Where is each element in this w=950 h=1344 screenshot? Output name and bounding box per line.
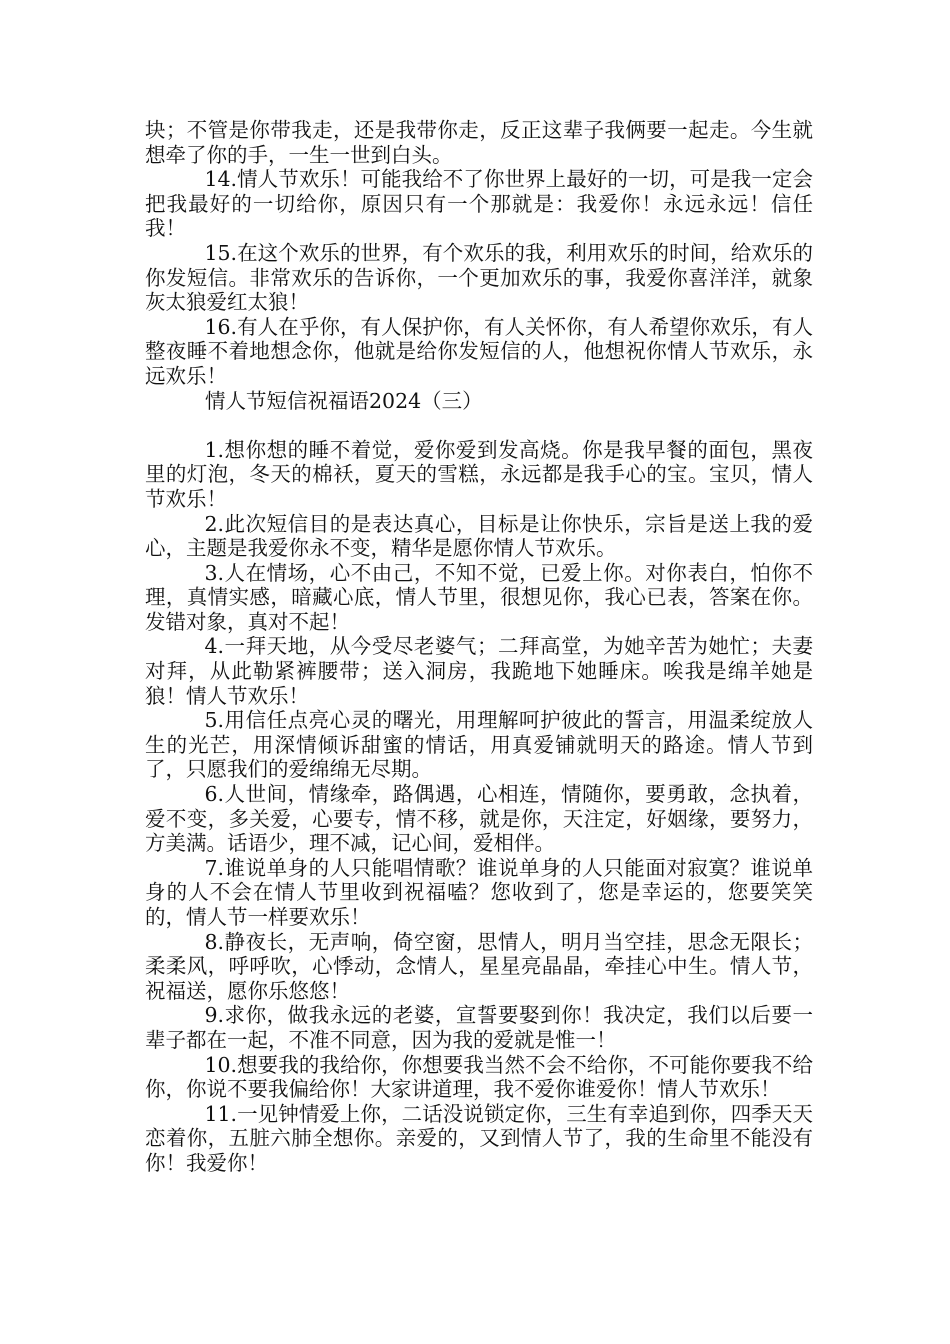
paragraph-8: 8.静夜长，无声响，倚空窗，思情人，明月当空挂，思念无限长；柔柔风，呼呼吹，心悸动，念情人，星星亮晶晶，牵挂心中生。情人节，祝福送，愿你乐悠悠！ [145, 929, 813, 1003]
paragraph-2: 2.此次短信目的是表达真心，目标是让你快乐，宗旨是送上我的爱心，主题是我爱你永不变，精华是愿你情人节欢乐。 [145, 511, 813, 561]
paragraph-5: 5.用信任点亮心灵的曙光，用理解呵护彼此的誓言，用温柔绽放人生的光芒，用深情倾诉甜蜜的情话，用真爱铺就明天的路途。情人节到了，只愿我们的爱绵绵无尽期。 [145, 708, 813, 782]
paragraph-3: 3.人在情场，心不由己，不知不觉，已爱上你。对你表白，怕你不理，真情实感，暗藏心底，情人节里，很想见你，我心已表，答案在你。发错对象，真对不起！ [145, 560, 813, 634]
paragraph-11: 11.一见钟情爱上你，二话没说锁定你，三生有幸追到你，四季天天恋着你，五脏六肺全想你。亲爱的，又到情人节了，我的生命里不能没有你！我爱你！ [145, 1101, 813, 1175]
document-page [145, 118, 813, 1176]
paragraph-6: 6.人世间，情缘牵，路偶遇，心相连，情随你，要勇敢，念执着，爱不变，多关爱，心要专，情不移，就是你，天注定，好姻缘，要努力，方美满。话语少，理不减，记心间，爱相伴。 [145, 782, 813, 856]
paragraph-7: 7.谁说单身的人只能唱情歌？谁说单身的人只能面对寂寞？谁说单身的人不会在情人节里收到祝福嗑？您收到了，您是幸运的，您要笑笑的，情人节一样要欢乐！ [145, 855, 813, 929]
paragraph-15: 15.在这个欢乐的世界，有个欢乐的我，利用欢乐的时间，给欢乐的你发短信。非常欢乐的告诉你，一个更加欢乐的事，我爱你喜洋洋，就象灰太狼爱红太狼！ [145, 240, 813, 315]
blank-line [145, 413, 813, 438]
paragraph-1: 1.想你想的睡不着觉，爱你爱到发高烧。你是我早餐的面包，黑夜里的灯泡，冬天的棉袄，夏天的雪糕，永远都是我手心的宝。宝贝，情人节欢乐！ [145, 437, 813, 511]
section-heading: 情人节短信祝福语2024（三） [205, 388, 483, 413]
continuation-paragraph: 块；不管是你带我走，还是我带你走，反正这辈子我俩要一起走。今生就想牵了你的手，一生一世到白头。 [145, 118, 813, 167]
paragraph-10: 10.想要我的我给你，你想要我当然不会不给你，不可能你要我不给你，你说不要我偏给你！大家讲道理，我不爱你谁爱你！情人节欢乐！ [145, 1052, 813, 1102]
paragraph-14: 14.情人节欢乐！可能我给不了你世界上最好的一切，可是我一定会把我最好的一切给你，原因只有一个那就是：我爱你！永远永远！信任我！ [145, 167, 813, 241]
paragraph-16: 16.有人在乎你，有人保护你，有人关怀你，有人希望你欢乐，有人整夜睡不着地想念你，他就是给你发短信的人，他想祝你情人节欢乐，永远欢乐！ [145, 314, 813, 388]
paragraph-9: 9.求你，做我永远的老婆，宣誓要娶到你！我决定，我们以后要一辈子都在一起，不准不同意，因为我的爱就是惟一！ [145, 1003, 813, 1052]
paragraph-4: 4.一拜天地，从今受尽老婆气；二拜高堂，为她辛苦为她忙；夫妻对拜，从此勒紧裤腰带；送入洞房，我跪地下她睡床。唉我是绵羊她是狼！情人节欢乐！ [145, 634, 813, 708]
